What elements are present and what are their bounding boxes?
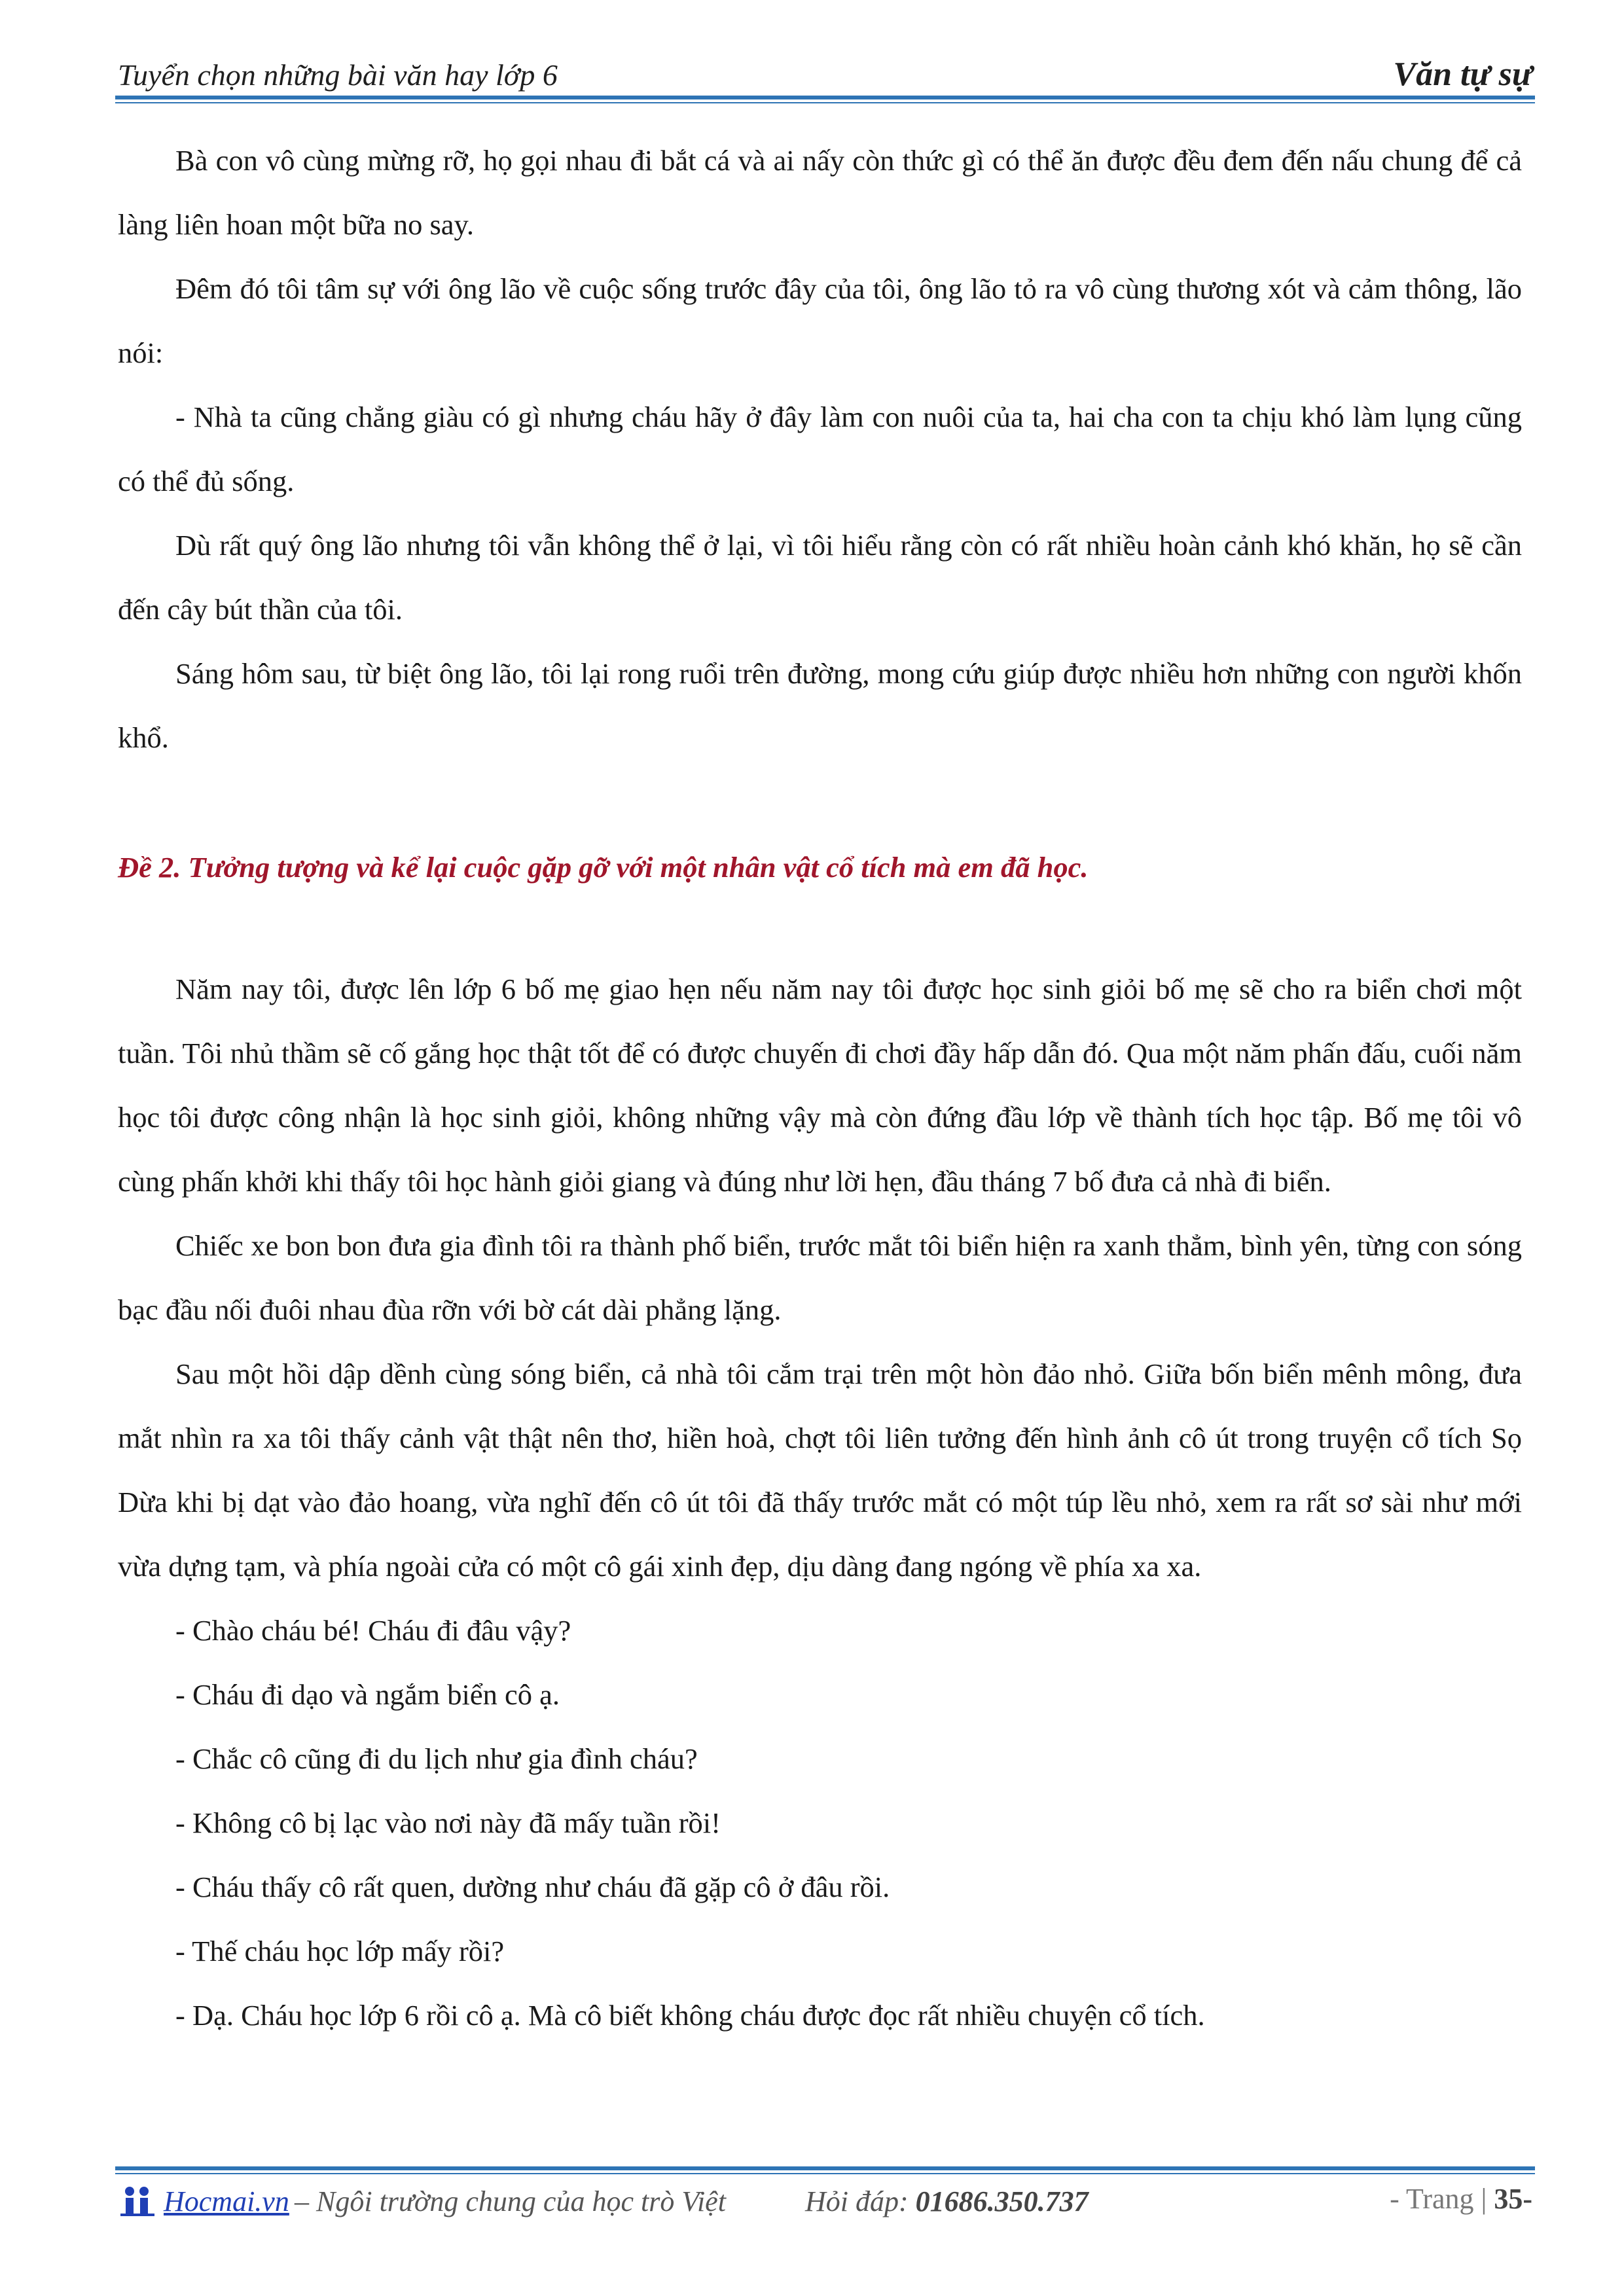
page-body (118, 128, 1522, 2047)
section-heading: Đề 2. Tưởng tượng và kể lại cuộc gặp gỡ với một nhân vật cổ tích mà em đã học. (118, 851, 1089, 884)
paragraph: - Nhà ta cũng chẳng giàu có gì nhưng cháu hãy ở đây làm con nuôi của ta, hai cha con ta chịu khó làm lụng cũng có thể đủ sống. (118, 401, 1522, 497)
dialogue-line: - Thế cháu học lớp mấy rồi? (175, 1935, 505, 1967)
header-rule-thin (115, 102, 1535, 103)
footer-slogan: – Ngôi trường chung của học trò Việt (295, 2185, 726, 2217)
dialogue-line: - Không cô bị lạc vào nơi này đã mấy tuần rồi! (175, 1806, 721, 1839)
paragraph: Chiếc xe bon bon đưa gia đình tôi ra thành phố biển, trước mắt tôi biển hiện ra xanh thẳm, bình yên, từng con sóng bạc đầu nối đuôi nhau đùa rỡn với bờ cát dài phẳng lặng. (118, 1229, 1522, 1326)
paragraph: Bà con vô cùng mừng rỡ, họ gọi nhau đi bắt cá và ai nấy còn thức gì có thể ăn được đều đem đến nấu chung để cả làng liên hoan một bữa no say. (118, 144, 1522, 241)
dialogue-line: - Cháu thấy cô rất quen, dường như cháu đã gặp cô ở đâu rồi. (175, 1871, 890, 1903)
hocmai-logo-icon (118, 2185, 157, 2217)
paragraph: Năm nay tôi, được lên lớp 6 bố mẹ giao hẹn nếu năm nay tôi được học sinh giỏi bố mẹ sẽ cho ra biển chơi một tuần. Tôi nhủ thầm sẽ cố gắng học thật tốt để có được chuyến đi chơi đầy hấp dẫn đó. Qua một năm phấn đấu, cuối năm học tôi được công nhận là học sinh giỏi, không những vậy mà còn đứng đầu lớp về thành tích học tập. Bố mẹ tôi vô cùng phấn khởi khi thấy tôi học hành giỏi giang và đúng như lời hẹn, đầu tháng 7 bố đưa cả nhà đi biển. (118, 973, 1522, 1198)
header-book-title: Tuyển chọn những bài văn hay lớp 6 (118, 58, 558, 92)
paragraph: Sáng hôm sau, từ biệt ông lão, tôi lại rong ruổi trên đường, mong cứu giúp được nhiều hơn những con người khốn khổ. (118, 657, 1522, 754)
footer-rule-thin (115, 2173, 1535, 2174)
dialogue-line: - Dạ. Cháu học lớp 6 rồi cô ạ. Mà cô biết không cháu được đọc rất nhiều chuyện cổ tích. (175, 1999, 1205, 2032)
paragraph: Dù rất quý ông lão nhưng tôi vẫn không thể ở lại, vì tôi hiểu rằng còn có rất nhiều hoàn cảnh khó khăn, họ sẽ cần đến cây bút thần của tôi. (118, 529, 1522, 626)
header-section-title: Văn tự sự (1393, 56, 1532, 93)
hotline-number: 01686.350.737 (915, 2185, 1089, 2217)
page-number (1390, 2182, 1532, 2215)
hotline-label: Hỏi đáp: (805, 2185, 916, 2217)
page-number-value: 35- (1494, 2183, 1532, 2215)
footer-hotline (805, 2185, 1089, 2218)
header-rule (115, 96, 1535, 99)
dialogue-line: - Chào cháu bé! Cháu đi đâu vậy? (175, 1614, 571, 1647)
dialogue-line: - Cháu đi dạo và ngắm biển cô ạ. (175, 1678, 560, 1711)
footer-site-link[interactable]: Hocmai.vn (164, 2185, 289, 2217)
dialogue-line: - Chắc cô cũng đi du lịch như gia đình cháu? (175, 1742, 698, 1775)
page-footer (118, 2179, 1532, 2225)
paragraph: Đêm đó tôi tâm sự với ông lão về cuộc sống trước đây của tôi, ông lão tỏ ra vô cùng thương xót và cảm thông, lão nói: (118, 272, 1522, 369)
paragraph: Sau một hồi dập dềnh cùng sóng biển, cả nhà tôi cắm trại trên một hòn đảo nhỏ. Giữa bốn biển mênh mông, đưa mắt nhìn ra xa tôi thấy cảnh vật thật nên thơ, hiền hoà, chợt tôi liên tưởng đến hình ảnh cô út trong truyện cổ tích Sọ Dừa khi bị dạt vào đảo hoang, vừa nghĩ đến cô út tôi đã thấy trước mắt có một túp lều nhỏ, xem ra rất sơ sài như mới vừa dựng tạm, và phía ngoài cửa có một cô gái xinh đẹp, dịu dàng đang ngóng về phía xa xa. (118, 1357, 1522, 1583)
page-label: - Trang | (1390, 2183, 1494, 2215)
footer-rule (115, 2166, 1535, 2170)
page-header (118, 51, 1532, 110)
